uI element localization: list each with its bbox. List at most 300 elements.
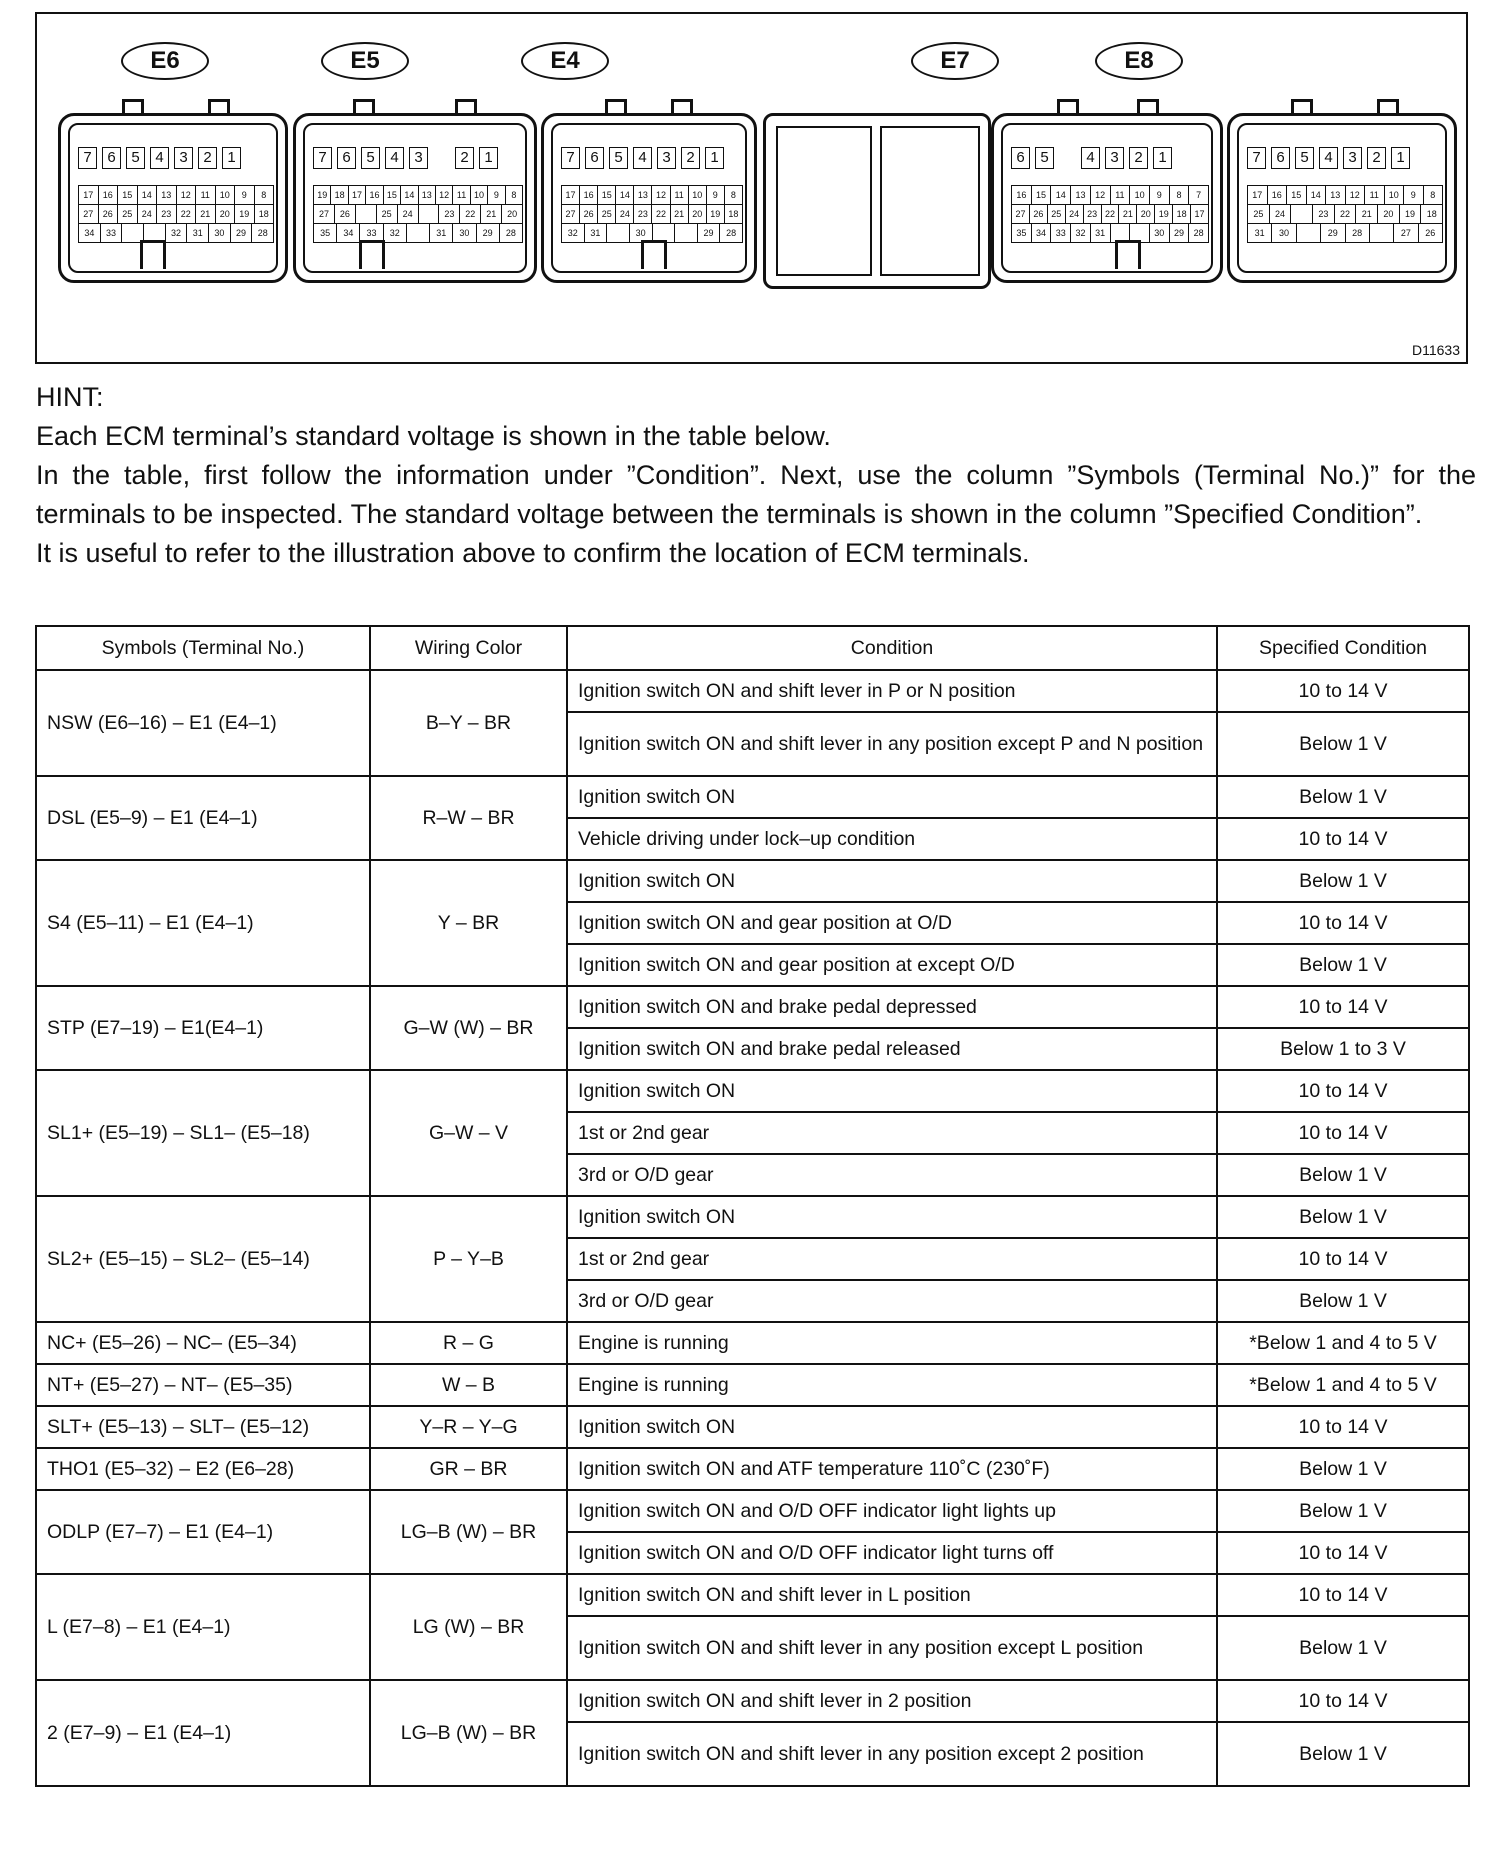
- pin: 34: [1032, 224, 1052, 242]
- pin: 29: [698, 224, 721, 242]
- pin: 13: [157, 186, 177, 204]
- connector-e7: [991, 99, 1223, 283]
- cell-condition: Ignition switch ON and shift lever in P or N position: [567, 670, 1217, 712]
- cell-wiring-color: LG (W) – BR: [370, 1574, 567, 1680]
- pin: 7: [78, 147, 97, 169]
- pin: 25: [377, 205, 398, 223]
- pin: 20: [507, 209, 518, 219]
- pin: 19: [1400, 205, 1422, 223]
- pin: 2: [681, 147, 700, 169]
- pin: 11: [196, 186, 216, 204]
- pin: [407, 224, 430, 242]
- connector-label-e8: E8: [1095, 42, 1183, 80]
- pin: 3: [1105, 147, 1124, 169]
- pin: 18: [1173, 205, 1191, 223]
- pin: 3: [409, 147, 428, 169]
- pin: 6: [337, 147, 356, 169]
- pin: 10: [471, 186, 488, 204]
- pin: 28: [726, 228, 737, 238]
- pin: 19: [314, 186, 331, 204]
- pin: 18: [258, 209, 269, 219]
- hint-line-3: It is useful to refer to the illustration above to confirm the location of ECM terminals.: [36, 538, 1030, 568]
- pin: 14: [138, 186, 158, 204]
- hint-line-1: Each ECM terminal’s standard voltage is shown in the table below.: [36, 421, 831, 451]
- pin: 24: [1270, 205, 1292, 223]
- cell-specified-condition: Below 1 V: [1217, 944, 1469, 986]
- small-pin-grid: [78, 185, 274, 243]
- blank-connector: [763, 113, 991, 289]
- cell-symbol: L (E7–8) – E1 (E4–1): [36, 1574, 370, 1680]
- hint-heading: HINT:: [36, 382, 104, 412]
- pin: 14: [401, 186, 418, 204]
- pin: 27: [562, 205, 580, 223]
- pin: 21: [196, 205, 216, 223]
- pin: 3: [174, 147, 193, 169]
- table-row: [36, 1448, 1469, 1490]
- pin-row: [562, 205, 742, 224]
- pin: 21: [481, 205, 502, 223]
- pin: 13: [419, 186, 436, 204]
- pin: 25: [598, 205, 616, 223]
- cell-condition: 3rd or O/D gear: [567, 1154, 1217, 1196]
- cell-condition: Ignition switch ON: [567, 1196, 1217, 1238]
- cell-specified-condition: Below 1 V: [1217, 1196, 1469, 1238]
- cell-specified-condition: 10 to 14 V: [1217, 818, 1469, 860]
- pin: 34: [337, 224, 360, 242]
- large-pin-row: [313, 147, 498, 169]
- cell-condition: Ignition switch ON and brake pedal depressed: [567, 986, 1217, 1028]
- pin: 31: [585, 224, 608, 242]
- pin: 28: [1346, 224, 1370, 242]
- pin: [1370, 224, 1394, 242]
- pin: 29: [477, 224, 500, 242]
- pin: 24: [616, 205, 634, 223]
- table-row: [36, 1680, 1469, 1722]
- pin: 34: [79, 224, 101, 242]
- cell-specified-condition: 10 to 14 V: [1217, 1238, 1469, 1280]
- pin: 4: [385, 147, 404, 169]
- blank-cavity: [880, 126, 980, 276]
- pin: 4: [1319, 147, 1338, 169]
- pin: 18: [728, 209, 739, 219]
- pin: 28: [257, 228, 268, 238]
- pin: 2: [455, 147, 474, 169]
- pin: 15: [598, 186, 616, 204]
- pin-row: [1248, 224, 1442, 242]
- cell-specified-condition: 10 to 14 V: [1217, 902, 1469, 944]
- cell-symbol: NT+ (E5–27) – NT– (E5–35): [36, 1364, 370, 1406]
- cell-symbol: 2 (E7–9) – E1 (E4–1): [36, 1680, 370, 1786]
- hint-line-2: In the table, first follow the information under ”Condition”. Next, use the column ”Symbols (Terminal No.)” for the terminals to be inspected. The standard voltage between the terminals is shown in the column ”Specified Condition”.: [36, 460, 1476, 529]
- cell-specified-condition: 10 to 14 V: [1217, 670, 1469, 712]
- pin: 19: [707, 205, 725, 223]
- cell-condition: Ignition switch ON and O/D OFF indicator light lights up: [567, 1490, 1217, 1532]
- pin: 12: [1346, 186, 1366, 204]
- table-row: [36, 776, 1469, 818]
- pin: 6: [102, 147, 121, 169]
- pin: 22: [1335, 205, 1357, 223]
- pin-row: [79, 186, 273, 205]
- pin: 33: [101, 224, 123, 242]
- cell-condition: Ignition switch ON and gear position at except O/D: [567, 944, 1217, 986]
- pin: 32: [1071, 224, 1091, 242]
- pin-row: [1248, 186, 1442, 205]
- pin: [419, 205, 440, 223]
- cell-wiring-color: P – Y–B: [370, 1196, 567, 1322]
- pin: 9: [235, 186, 255, 204]
- cell-specified-condition: 10 to 14 V: [1217, 986, 1469, 1028]
- pin: 1: [222, 147, 241, 169]
- pin: 16: [1012, 186, 1032, 204]
- cell-specified-condition: Below 1 V: [1217, 1154, 1469, 1196]
- pin: 2: [1367, 147, 1386, 169]
- pin: 20: [1137, 205, 1155, 223]
- pin: [1297, 224, 1321, 242]
- pin: 29: [1321, 224, 1345, 242]
- cell-specified-condition: 10 to 14 V: [1217, 1532, 1469, 1574]
- cell-specified-condition: Below 1 V: [1217, 1722, 1469, 1786]
- cell-symbol: NC+ (E5–26) – NC– (E5–34): [36, 1322, 370, 1364]
- pin: 10: [689, 186, 707, 204]
- pin: [675, 224, 698, 242]
- pin: 1: [705, 147, 724, 169]
- pin: 26: [1425, 228, 1436, 238]
- pin: 4: [150, 147, 169, 169]
- pin: 33: [1051, 224, 1071, 242]
- pin: 6: [1271, 147, 1290, 169]
- cell-condition: 1st or 2nd gear: [567, 1112, 1217, 1154]
- connector-figure: [35, 12, 1468, 364]
- pin: 21: [1119, 205, 1137, 223]
- pin: 31: [1248, 224, 1272, 242]
- pin: 11: [453, 186, 470, 204]
- pin: 6: [585, 147, 604, 169]
- pin: 16: [366, 186, 383, 204]
- pin: 35: [1012, 224, 1032, 242]
- pin-row: [1012, 186, 1208, 205]
- cell-condition: Engine is running: [567, 1364, 1217, 1406]
- small-pin-grid: [1011, 185, 1209, 243]
- pin: 20: [689, 205, 707, 223]
- hint-section: [36, 378, 1476, 573]
- pin: 8: [730, 190, 736, 200]
- pin: 16: [1268, 186, 1288, 204]
- terminal-voltage-table: [35, 625, 1470, 1787]
- large-pin-row: [561, 147, 724, 169]
- pin: 14: [616, 186, 634, 204]
- table-row: [36, 1406, 1469, 1448]
- cell-symbol: SL1+ (E5–19) – SL1– (E5–18): [36, 1070, 370, 1196]
- cell-specified-condition: Below 1 V: [1217, 776, 1469, 818]
- cell-condition: Ignition switch ON and O/D OFF indicator light turns off: [567, 1532, 1217, 1574]
- large-pin-row: [1247, 147, 1410, 169]
- cell-wiring-color: G–W – V: [370, 1070, 567, 1196]
- pin: 8: [1170, 186, 1190, 204]
- cell-symbol: SLT+ (E5–13) – SLT– (E5–12): [36, 1406, 370, 1448]
- pin: 27: [314, 205, 335, 223]
- pin: 29: [1170, 224, 1190, 242]
- pin: 23: [634, 205, 652, 223]
- cell-specified-condition: Below 1 V: [1217, 712, 1469, 776]
- connector-e8: [1227, 99, 1457, 283]
- connector-key: [359, 240, 385, 269]
- pin: 30: [1272, 224, 1296, 242]
- large-pin-row: [1011, 147, 1172, 169]
- pin-row: [79, 205, 273, 224]
- cell-symbol: SL2+ (E5–15) – SL2– (E5–14): [36, 1196, 370, 1322]
- pin: 31: [1091, 224, 1111, 242]
- pin: 15: [118, 186, 138, 204]
- cell-specified-condition: 10 to 14 V: [1217, 1112, 1469, 1154]
- table-row: [36, 1490, 1469, 1532]
- pin: 17: [79, 186, 99, 204]
- connector-label-e7: E7: [911, 42, 999, 80]
- cell-specified-condition: Below 1 V: [1217, 1448, 1469, 1490]
- pin: 23: [1313, 205, 1335, 223]
- pin-row: [1012, 205, 1208, 224]
- cell-symbol: STP (E7–19) – E1(E4–1): [36, 986, 370, 1070]
- pin: 27: [1394, 224, 1418, 242]
- pin: 20: [1378, 205, 1400, 223]
- pin: 5: [126, 147, 145, 169]
- pin: [433, 147, 450, 167]
- header-specified-condition: Specified Condition: [1217, 626, 1469, 670]
- pin: 11: [1365, 186, 1385, 204]
- pin: 22: [460, 205, 481, 223]
- connector-key: [1115, 240, 1141, 269]
- pin-row: [79, 224, 273, 242]
- cell-wiring-color: G–W (W) – BR: [370, 986, 567, 1070]
- connector-label-e4: E4: [521, 42, 609, 80]
- cell-condition: Ignition switch ON and gear position at O/D: [567, 902, 1217, 944]
- pin-row: [1248, 205, 1442, 224]
- table-body: [36, 670, 1469, 1786]
- pin: 17: [1248, 186, 1268, 204]
- pin: 17: [562, 186, 580, 204]
- cell-specified-condition: Below 1 to 3 V: [1217, 1028, 1469, 1070]
- pin: 8: [1430, 190, 1436, 200]
- pin: 21: [671, 205, 689, 223]
- pin: 14: [1051, 186, 1071, 204]
- pin: 24: [138, 205, 158, 223]
- pin: 13: [634, 186, 652, 204]
- cell-wiring-color: LG–B (W) – BR: [370, 1490, 567, 1574]
- pin: 21: [1356, 205, 1378, 223]
- table-row: [36, 1070, 1469, 1112]
- cell-wiring-color: B–Y – BR: [370, 670, 567, 776]
- pin: 7: [313, 147, 332, 169]
- pin: 26: [1030, 205, 1048, 223]
- pin: 30: [1150, 224, 1170, 242]
- cell-wiring-color: Y – BR: [370, 860, 567, 986]
- cell-specified-condition: Below 1 V: [1217, 1490, 1469, 1532]
- cell-condition: Ignition switch ON: [567, 776, 1217, 818]
- header-condition: Condition: [567, 626, 1217, 670]
- table-row: [36, 860, 1469, 902]
- pin: [1291, 205, 1313, 223]
- pin: 28: [505, 228, 516, 238]
- small-pin-grid: [561, 185, 743, 243]
- cell-symbol: DSL (E5–9) – E1 (E4–1): [36, 776, 370, 860]
- pin: 23: [157, 205, 177, 223]
- table-row: [36, 1574, 1469, 1616]
- pin: 15: [384, 186, 401, 204]
- pin: 18: [1426, 209, 1437, 219]
- pin: 27: [79, 205, 99, 223]
- cell-condition: Ignition switch ON and shift lever in any position except 2 position: [567, 1722, 1217, 1786]
- pin: 23: [1084, 205, 1102, 223]
- cell-condition: Ignition switch ON and ATF temperature 110˚C (230˚F): [567, 1448, 1217, 1490]
- pin-row: [314, 186, 522, 205]
- pin-row: [314, 205, 522, 224]
- pin: 25: [118, 205, 138, 223]
- pin: 16: [580, 186, 598, 204]
- cell-condition: Ignition switch ON and shift lever in any position except L position: [567, 1616, 1217, 1680]
- connector-key: [140, 240, 166, 269]
- pin: 1: [479, 147, 498, 169]
- pin: 18: [331, 186, 348, 204]
- pin: 12: [1091, 186, 1111, 204]
- blank-cavity: [776, 126, 872, 276]
- pin: 32: [562, 224, 585, 242]
- connector-key: [641, 240, 667, 269]
- pin: 10: [216, 186, 236, 204]
- pin: 25: [1248, 205, 1270, 223]
- cell-specified-condition: *Below 1 and 4 to 5 V: [1217, 1364, 1469, 1406]
- connector-label-e5: E5: [321, 42, 409, 80]
- pin: 2: [1129, 147, 1148, 169]
- pin: 1: [1153, 147, 1172, 169]
- pin: 5: [1035, 147, 1054, 169]
- pin: 33: [360, 224, 383, 242]
- pin: 26: [335, 205, 356, 223]
- cell-specified-condition: 10 to 14 V: [1217, 1406, 1469, 1448]
- pin: 17: [349, 186, 366, 204]
- pin: 10: [1130, 186, 1150, 204]
- pin-row: [562, 186, 742, 205]
- table-row: [36, 986, 1469, 1028]
- pin: 8: [511, 190, 517, 200]
- pin: 31: [187, 224, 209, 242]
- table-row: [36, 670, 1469, 712]
- pin: 11: [671, 186, 689, 204]
- pin: 15: [1032, 186, 1052, 204]
- pin: 26: [580, 205, 598, 223]
- cell-specified-condition: 10 to 14 V: [1217, 1680, 1469, 1722]
- pin: 35: [314, 224, 337, 242]
- pin: 7: [1247, 147, 1266, 169]
- cell-wiring-color: Y–R – Y–G: [370, 1406, 567, 1448]
- pin: 1: [1391, 147, 1410, 169]
- table-row: [36, 1322, 1469, 1364]
- cell-wiring-color: W – B: [370, 1364, 567, 1406]
- pin: 4: [1081, 147, 1100, 169]
- pin: 9: [1150, 186, 1170, 204]
- cell-condition: Vehicle driving under lock–up condition: [567, 818, 1217, 860]
- cell-condition: Ignition switch ON: [567, 1406, 1217, 1448]
- pin: 30: [453, 224, 476, 242]
- pin: [356, 205, 377, 223]
- small-pin-grid: [1247, 185, 1443, 243]
- cell-wiring-color: R – G: [370, 1322, 567, 1364]
- pin: 15: [1287, 186, 1307, 204]
- pin: 24: [1066, 205, 1084, 223]
- pin: 26: [99, 205, 119, 223]
- small-pin-grid: [313, 185, 523, 243]
- pin: 19: [235, 205, 255, 223]
- table-row: [36, 1364, 1469, 1406]
- pin: 29: [231, 224, 253, 242]
- connector-e5: [293, 99, 537, 283]
- cell-condition: Ignition switch ON: [567, 1070, 1217, 1112]
- cell-condition: Ignition switch ON and shift lever in any position except P and N position: [567, 712, 1217, 776]
- cell-symbol: NSW (E6–16) – E1 (E4–1): [36, 670, 370, 776]
- pin: 10: [1385, 186, 1405, 204]
- pin: 3: [1343, 147, 1362, 169]
- cell-condition: Ignition switch ON: [567, 860, 1217, 902]
- cell-condition: Ignition switch ON and shift lever in 2 position: [567, 1680, 1217, 1722]
- pin: 32: [384, 224, 407, 242]
- pin: 8: [261, 190, 267, 200]
- pin: 9: [488, 186, 505, 204]
- pin: 5: [1295, 147, 1314, 169]
- pin: 12: [177, 186, 197, 204]
- pin-row: [1012, 224, 1208, 242]
- cell-symbol: S4 (E5–11) – E1 (E4–1): [36, 860, 370, 986]
- pin: 16: [99, 186, 119, 204]
- pin: 7: [561, 147, 580, 169]
- cell-wiring-color: GR – BR: [370, 1448, 567, 1490]
- pin: 6: [1011, 147, 1030, 169]
- cell-specified-condition: *Below 1 and 4 to 5 V: [1217, 1322, 1469, 1364]
- pin: 13: [1326, 186, 1346, 204]
- cell-specified-condition: Below 1 V: [1217, 1616, 1469, 1680]
- pin: 11: [1111, 186, 1131, 204]
- pin: 5: [361, 147, 380, 169]
- pin-row: [314, 224, 522, 242]
- pin: 31: [430, 224, 453, 242]
- pin: 22: [177, 205, 197, 223]
- cell-condition: Ignition switch ON and shift lever in L position: [567, 1574, 1217, 1616]
- pin: 27: [1012, 205, 1030, 223]
- connector-e6: [58, 99, 288, 283]
- table-header-row: [36, 626, 1469, 670]
- pin: 24: [398, 205, 419, 223]
- pin: 20: [216, 205, 236, 223]
- figure-id: D11633: [1411, 342, 1460, 358]
- pin: 13: [1071, 186, 1091, 204]
- cell-condition: 1st or 2nd gear: [567, 1238, 1217, 1280]
- cell-symbol: ODLP (E7–7) – E1 (E4–1): [36, 1490, 370, 1574]
- connector-label-e6: E6: [121, 42, 209, 80]
- pin: 32: [166, 224, 188, 242]
- cell-specified-condition: 10 to 14 V: [1217, 1070, 1469, 1112]
- pin: 17: [1194, 209, 1205, 219]
- pin: 25: [1048, 205, 1066, 223]
- pin: 3: [657, 147, 676, 169]
- pin: 28: [1193, 228, 1204, 238]
- cell-symbol: THO1 (E5–32) – E2 (E6–28): [36, 1448, 370, 1490]
- pin: 5: [609, 147, 628, 169]
- header-symbols: Symbols (Terminal No.): [36, 626, 370, 670]
- cell-condition: Engine is running: [567, 1322, 1217, 1364]
- cell-wiring-color: LG–B (W) – BR: [370, 1680, 567, 1786]
- pin: 7: [1196, 190, 1202, 200]
- cell-specified-condition: Below 1 V: [1217, 860, 1469, 902]
- cell-wiring-color: R–W – BR: [370, 776, 567, 860]
- pin: 30: [630, 224, 653, 242]
- pin: 2: [198, 147, 217, 169]
